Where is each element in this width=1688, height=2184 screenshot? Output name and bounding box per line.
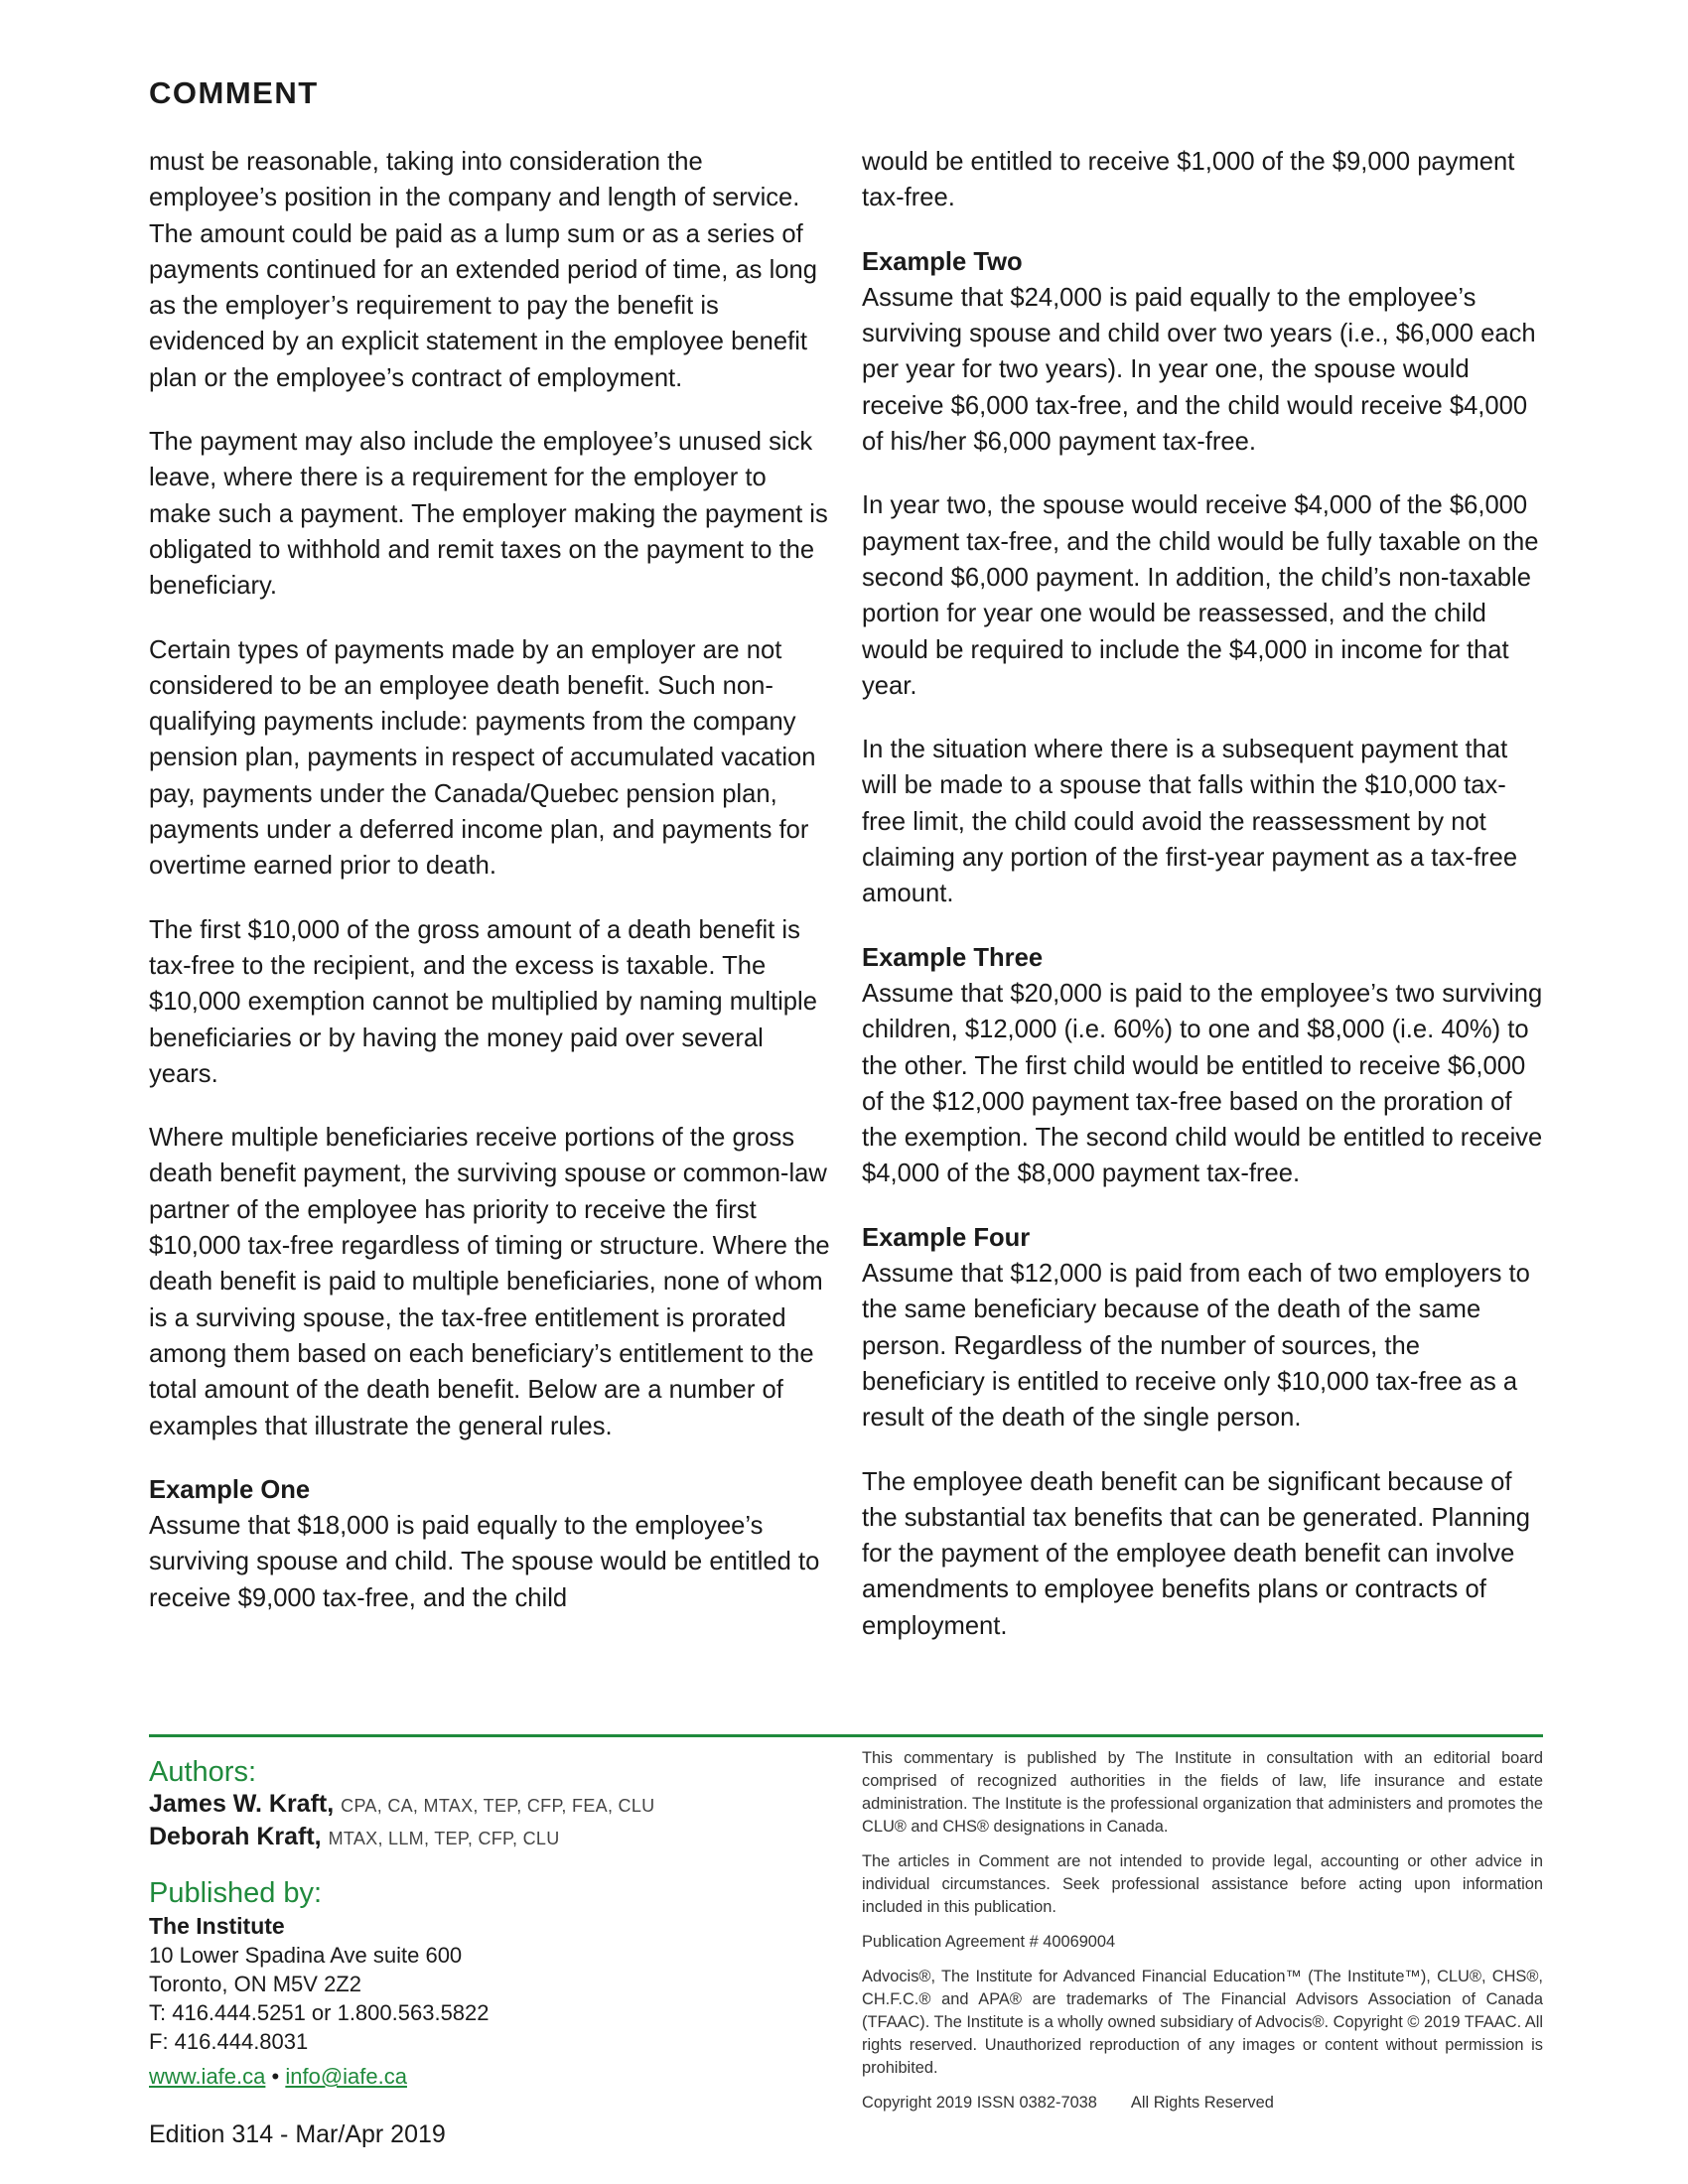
paragraph-non-qualifying: Certain types of payments made by an employer are not considered to be an employee death benefit. Such non-qualifying payments include: payments from the company pension plan, payments in respect of accumulated vacation pay, payments under the Canada/Quebec pension plan, payments under a deferred income plan, and payments for overtime earned prior to death. — [149, 635, 816, 881]
example-four-text: Assume that $12,000 is paid from each of two employers to the same beneficiary because of the death of the same person. Regardless of the number of sources, the beneficiary is entitled to receive only $10,000 tax-free as a result of the death of the single person. — [862, 1260, 1530, 1433]
author-name: James W. Kraft, — [149, 1790, 335, 1818]
right-column — [862, 144, 1547, 1672]
author-entry — [149, 1789, 834, 1822]
authors-heading: Authors: — [149, 1756, 256, 1788]
institute-name: The Institute — [149, 1913, 285, 1939]
edition-label: Edition 314 - Mar/Apr 2019 — [149, 2120, 446, 2148]
paragraph-exemption: The first $10,000 of the gross amount of a death benefit is tax-free to the recipient, and the excess is taxable. The $10,000 exemption cannot be multiplied by naming multiple beneficiaries or by having the money paid over several years. — [149, 915, 817, 1088]
paragraph-reasonable: must be reasonable, taking into consideration the employee’s position in the company and length of service. The amount could be paid as a lump sum or as a series of payments continued for an extended period of time, as long as the employer’s requirement to pay the benefit is evidenced by an explicit statement in the employee benefit plan or the employee’s contract of employment. — [149, 148, 817, 392]
disclaimer-editorial: This commentary is published by The Institute in consultation with an editorial board comprised of recognized authorities in the fields of law, life insurance and estate administration. The Institute is the professional organization that administers and promotes the CLU® and CHS® designations in Canada. — [862, 1749, 1543, 1836]
footer-legal — [862, 1747, 1543, 2126]
footer-credits — [149, 1755, 834, 2091]
example-two-subsequent: In the situation where there is a subsequent payment that will be made to a spouse that falls within the $10,000 tax-free limit, the child could avoid the reassessment by not claiming any portion of the first-year payment as a tax-free amount. — [862, 736, 1518, 908]
link-separator: • — [271, 2064, 280, 2089]
left-column — [149, 144, 834, 1644]
copyright-issn: Copyright 2019 ISSN 0382-7038 — [862, 2094, 1097, 2112]
phone-number: T: 416.444.5251 or 1.800.563.5822 — [149, 2000, 490, 2025]
footer-divider — [149, 1734, 1543, 1737]
paragraph-multiple-beneficiaries: Where multiple beneficiaries receive portions of the gross death benefit payment, the surviving spouse or common-law partner of the employee has priority to receive the first $10,000 tax-free regardless of timing or structure. Where the death benefit is paid to multiple beneficiaries, none of whom is a surviving spouse, the tax-free entitlement is prorated among them based on each beneficiary’s entitlement to the total amount of the death benefit. Below are a number of examples that illustrate the general rules. — [149, 1124, 830, 1440]
example-two-year-two: In year two, the spouse would receive $4,000 of the $6,000 payment tax-free, and the child would be fully taxable on the second $6,000 payment. In addition, the child’s non-taxable portion for year one would be reassessed, and the child would be required to include the $4,000 in income for that year. — [862, 491, 1539, 700]
disclaimer-advice: The articles in Comment are not intended to provide legal, accounting or other advice in individual circumstances. Seek professional assistance before acting upon information included in this publication. — [862, 1852, 1543, 1916]
website-link[interactable]: www.iafe.ca — [149, 2064, 266, 2089]
author-credentials: CPA, CA, MTAX, TEP, CFP, FEA, CLU — [341, 1796, 655, 1816]
contact-links — [149, 2062, 834, 2091]
example-one-heading: Example One — [149, 1475, 311, 1504]
publication-agreement: Publication Agreement # 40069004 — [862, 1933, 1116, 1951]
copyright-line — [862, 2092, 1543, 2115]
example-one-continued: would be entitled to receive $1,000 of the $9,000 payment tax-free. — [862, 148, 1515, 212]
email-link[interactable]: info@iafe.ca — [285, 2064, 407, 2089]
published-by-heading: Published by: — [149, 1877, 323, 1909]
section-title: COMMENT — [149, 75, 319, 110]
example-two-heading: Example Two — [862, 247, 1023, 276]
closing-paragraph: The employee death benefit can be significant because of the substantial tax benefits that can be generated. Planning for the payment of the employee death benefit can involve amendments to employee benefits plans or contracts of employment. — [862, 1467, 1531, 1640]
example-two-text: Assume that $24,000 is paid equally to the employee’s surviving spouse and child over two years (i.e., $6,000 each per year for two years). In year one, the spouse would receive $6,000 tax-free, and the child would receive $4,000 of his/her $6,000 payment tax-free. — [862, 283, 1536, 457]
address-line-2: Toronto, ON M5V 2Z2 — [149, 1972, 361, 1996]
example-three-text: Assume that $20,000 is paid to the employee’s two surviving children, $12,000 (i.e. 60%) to one and $8,000 (i.e. 40%) to the other. The first child would be entitled to receive $6,000 of the $12,000 payment tax-free based on the proration of the exemption. The second child would be entitled to receive $4,000 of the $8,000 payment tax-free. — [862, 979, 1543, 1188]
author-credentials: MTAX, LLM, TEP, CFP, CLU — [328, 1829, 560, 1848]
address-line-1: 10 Lower Spadina Ave suite 600 — [149, 1943, 463, 1968]
paragraph-sick-leave: The payment may also include the employee’s unused sick leave, where there is a requirement for the employer to make such a payment. The employer making the payment is obligated to withhold and remit taxes on the payment to the beneficiary. — [149, 428, 828, 601]
author-name: Deborah Kraft, — [149, 1823, 322, 1850]
fax-number: F: 416.444.8031 — [149, 2029, 309, 2054]
example-one-text: Assume that $18,000 is paid equally to the employee’s surviving spouse and child. The spouse would be entitled to receive $9,000 tax-free, and the child — [149, 1512, 820, 1612]
author-entry — [149, 1822, 834, 1854]
example-four-heading: Example Four — [862, 1223, 1031, 1252]
trademark-notice: Advocis®, The Institute for Advanced Financial Education™ (The Institute™), CLU®, CHS®, CH.F.C.® and APA® are trademarks of The Financial Advisors Association of Canada (TFAAC). The Institute is a wholly owned subsidiary of Advocis®. Copyright © 2019 TFAAC. All rights reserved. Unauthorized reproduction of any images or content without permission is prohibited. — [862, 1968, 1543, 2077]
rights-reserved: All Rights Reserved — [1130, 2094, 1274, 2112]
example-three-heading: Example Three — [862, 943, 1044, 972]
